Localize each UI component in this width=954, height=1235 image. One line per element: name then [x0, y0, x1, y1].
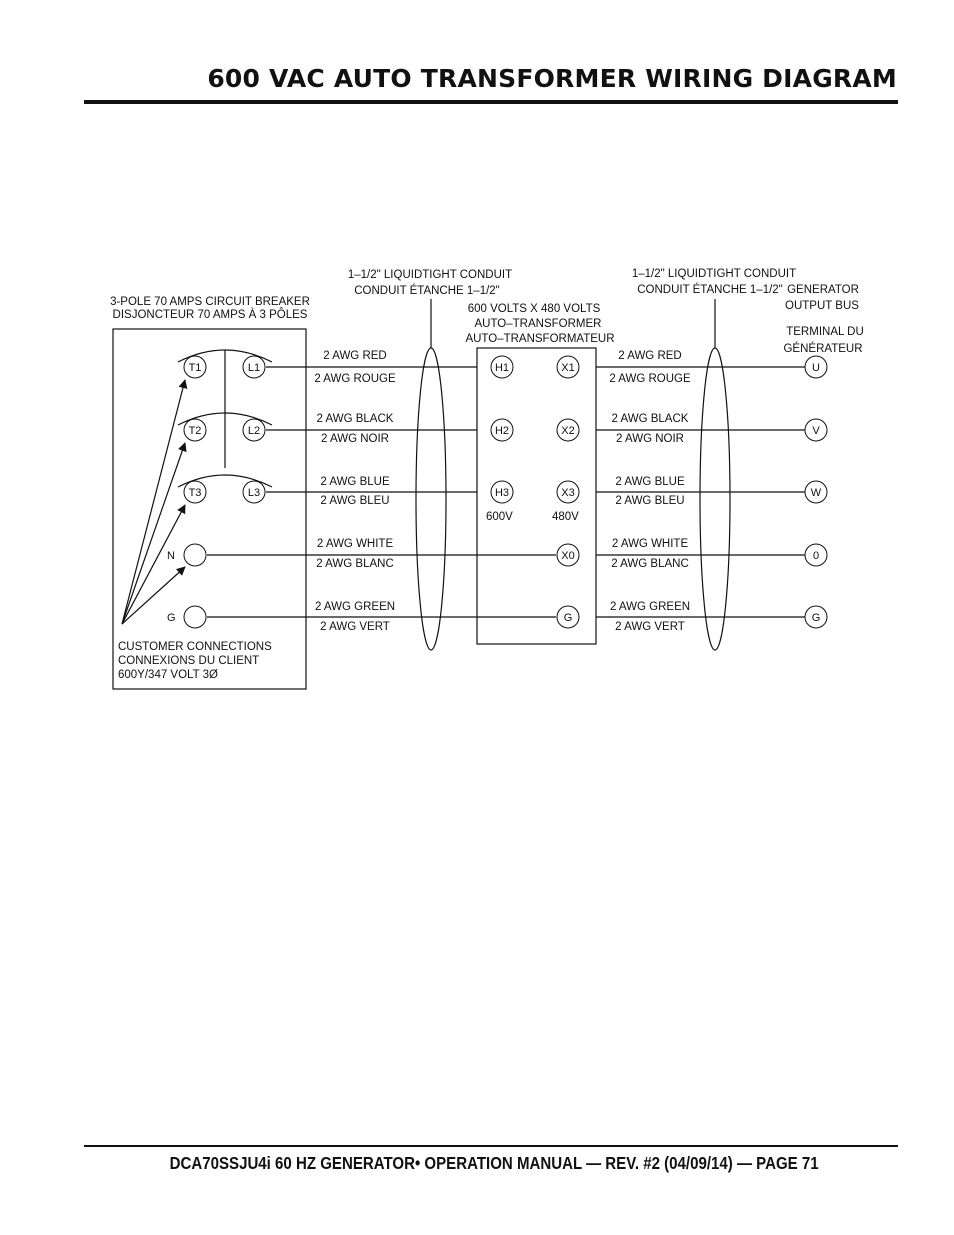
generator-label-line1: GENERATOR: [787, 284, 859, 296]
footer-rule: [84, 1145, 898, 1147]
transformer-600v-label: 600V: [486, 511, 513, 523]
customer-label-en: CUSTOMER CONNECTIONS: [118, 641, 272, 653]
wire-label-right-green-fr: 2 AWG VERT: [615, 621, 685, 633]
terminal-gen-ground-label: G: [811, 612, 821, 624]
neutral-label: N: [167, 550, 175, 562]
transformer-label-fr: AUTO–TRANSFORMATEUR: [465, 333, 615, 345]
conduit-right-ellipse: [700, 348, 730, 650]
wire-label-right-red-fr: 2 AWG ROUGE: [609, 373, 691, 385]
ground-label: G: [167, 612, 176, 624]
wire-label-right-black-fr: 2 AWG NOIR: [616, 433, 684, 445]
terminal-xg-label: G: [563, 612, 573, 624]
terminal-0-label: 0: [812, 550, 820, 562]
conduit-left-label-fr: CONDUIT ÉTANCHE 1–1/2": [354, 285, 500, 297]
customer-arrow-t3: [122, 505, 185, 624]
conduit-left-label-en: 1–1/2" LIQUIDTIGHT CONDUIT: [347, 269, 513, 281]
breaker-label-fr: DISJONCTEUR 70 AMPS À 3 PÔLES: [112, 309, 308, 321]
wire-label-right-blue-en: 2 AWG BLUE: [615, 476, 685, 488]
wire-label-left-red-fr: 2 AWG ROUGE: [314, 373, 396, 385]
wire-label-left-red-en: 2 AWG RED: [323, 350, 387, 362]
terminal-ground: [184, 606, 206, 628]
terminal-h2-label: H2: [494, 425, 510, 437]
terminal-x0-label: X0: [561, 550, 575, 562]
page-title: 600 VAC AUTO TRANSFORMER WIRING DIAGRAM: [207, 64, 897, 93]
breaker-label-en: 3-POLE 70 AMPS CIRCUIT BREAKER: [110, 296, 310, 308]
wire-label-left-green-fr: 2 AWG VERT: [320, 621, 390, 633]
terminal-x3-label: X3: [561, 487, 575, 499]
terminal-l3-label: L3: [247, 487, 261, 499]
terminal-x1-label: X1: [561, 362, 575, 374]
customer-label-fr: CONNEXIONS DU CLIENT: [118, 655, 260, 667]
generator-label-line4: GÉNÉRATEUR: [783, 343, 863, 355]
wire-label-left-blue-fr: 2 AWG BLEU: [320, 495, 390, 507]
customer-arrow-t1: [122, 380, 185, 624]
generator-label-line2: OUTPUT BUS: [785, 300, 859, 312]
wire-label-left-blue-en: 2 AWG BLUE: [320, 476, 390, 488]
breaker-box: [113, 329, 306, 689]
wire-label-right-white-en: 2 AWG WHITE: [611, 538, 689, 550]
terminal-t3-label: T3: [188, 487, 202, 499]
wire-label-right-red-en: 2 AWG RED: [618, 350, 682, 362]
page-footer: DCA70SSJU4i 60 HZ GENERATOR• OPERATION MANUAL — REV. #2 (04/09/14) — PAGE 71: [170, 1153, 819, 1173]
terminal-t2-label: T2: [188, 425, 202, 437]
terminal-t1-label: T1: [188, 362, 202, 374]
transformer-480v-label: 480V: [552, 511, 579, 523]
terminal-l2-label: L2: [247, 425, 261, 437]
terminal-w-label: W: [810, 487, 822, 499]
transformer-label-rating: 600 VOLTS X 480 VOLTS: [467, 303, 601, 315]
generator-label-line3: TERMINAL DU: [786, 326, 864, 338]
wire-label-right-green-en: 2 AWG GREEN: [609, 601, 691, 613]
terminal-x2-label: X2: [561, 425, 575, 437]
wire-label-left-black-fr: 2 AWG NOIR: [321, 433, 389, 445]
wire-label-right-black-en: 2 AWG BLACK: [611, 413, 689, 425]
wire-label-right-blue-fr: 2 AWG BLEU: [615, 495, 685, 507]
transformer-label-en: AUTO–TRANSFORMER: [474, 318, 602, 330]
terminal-v-label: V: [812, 425, 820, 437]
terminal-u-label: U: [812, 362, 820, 374]
customer-voltage: 600Y/347 VOLT 3Ø: [118, 669, 218, 681]
wire-label-left-white-en: 2 AWG WHITE: [316, 538, 394, 550]
conduit-right-label-en: 1–1/2" LIQUIDTIGHT CONDUIT: [631, 268, 797, 280]
wire-label-left-black-en: 2 AWG BLACK: [316, 413, 394, 425]
terminal-h3-label: H3: [494, 487, 510, 499]
wire-label-left-white-fr: 2 AWG BLANC: [316, 558, 394, 570]
conduit-right-label-fr: CONDUIT ÉTANCHE 1–1/2": [637, 284, 783, 296]
conduit-left-ellipse: [416, 348, 446, 650]
terminal-h1-label: H1: [494, 362, 510, 374]
wire-label-right-white-fr: 2 AWG BLANC: [611, 558, 689, 570]
customer-arrow-t2: [122, 443, 185, 624]
wire-label-left-green-en: 2 AWG GREEN: [314, 601, 396, 613]
terminal-l1-label: L1: [247, 362, 261, 374]
terminal-neutral: [184, 544, 206, 566]
